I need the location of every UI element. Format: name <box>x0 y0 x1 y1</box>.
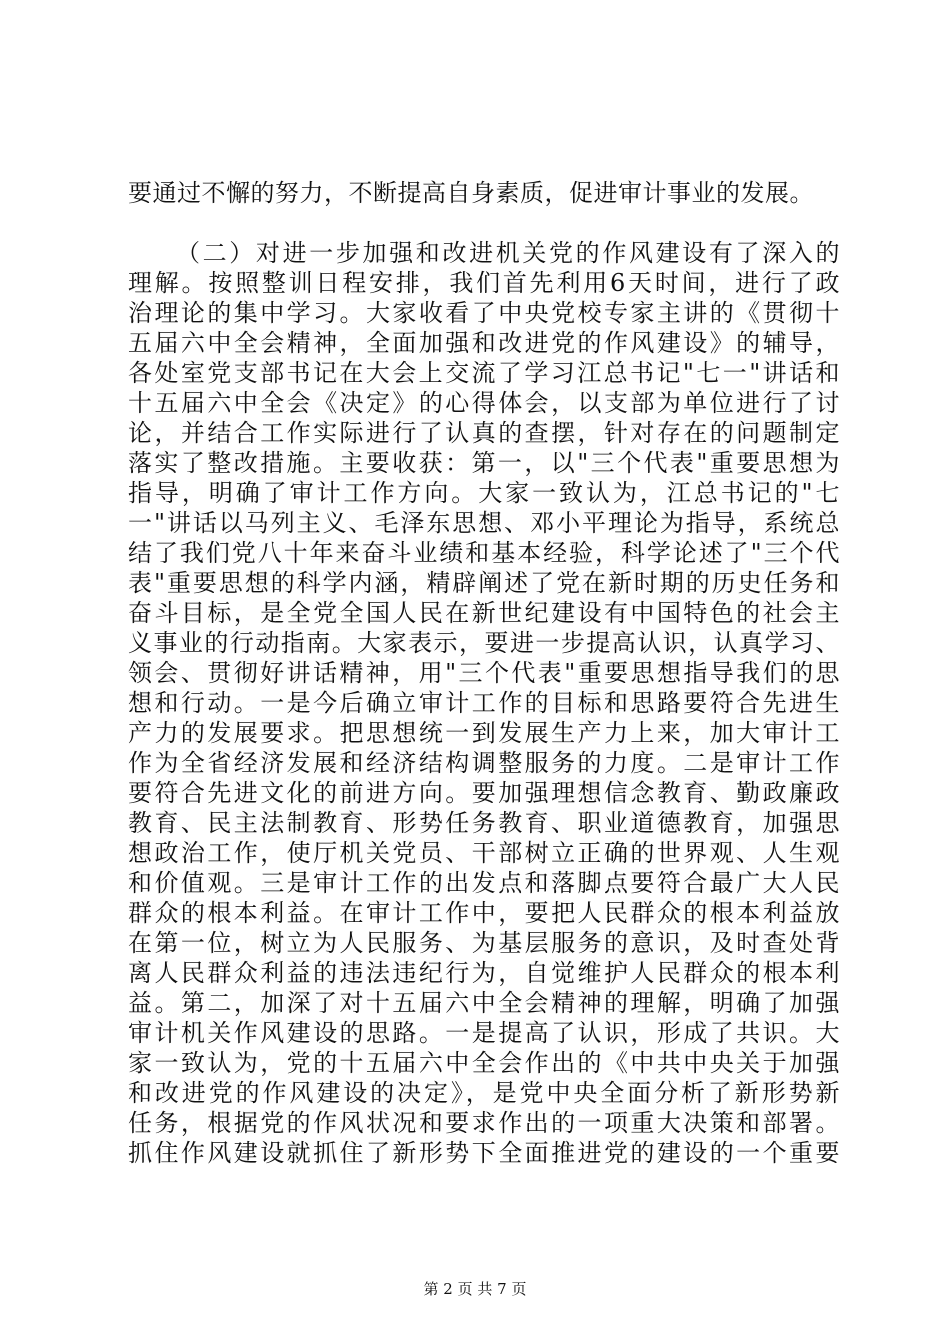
paragraph-2-line: 指导，明确了审计工作方向。大家一致认为，江总书记的"七 <box>128 479 840 507</box>
paragraph-2-line: 想政治工作，使厅机关党员、干部树立正确的世界观、人生观 <box>128 839 840 867</box>
paragraph-2-line: 结了我们党八十年来奋斗业绩和基本经验，科学论述了"三个代 <box>128 539 840 567</box>
paragraph-2-line: 抓住作风建设就抓住了新形势下全面推进党的建设的一个重要 <box>128 1139 840 1167</box>
paragraph-2-line: 五届六中全会精神，全面加强和改进党的作风建设》的辅导， <box>128 329 840 357</box>
paragraph-2-line: 想和行动。一是今后确立审计工作的目标和思路要符合先进生 <box>128 689 840 717</box>
paragraph-2-line-1: （二）对进一步加强和改进机关党的作风建设有了深入的 <box>176 239 840 267</box>
paragraph-2-line: 领会、贯彻好讲话精神，用"三个代表"重要思想指导我们的思 <box>128 659 840 687</box>
paragraph-2-line: 义事业的行动指南。大家表示，要进一步提高认识，认真学习、 <box>128 629 840 657</box>
paragraph-2-line: 和价值观。三是审计工作的出发点和落脚点要符合最广大人民 <box>128 869 840 897</box>
paragraph-2-line: 一"讲话以马列主义、毛泽东思想、邓小平理论为指导，系统总 <box>128 509 840 537</box>
paragraph-2-line: 各处室党支部书记在大会上交流了学习江总书记"七一"讲话和 <box>128 359 840 387</box>
paragraph-2-line: 群众的根本利益。在审计工作中，要把人民群众的根本利益放 <box>128 899 840 927</box>
paragraph-2-line: 理解。按照整训日程安排，我们首先利用6天时间，进行了政 <box>128 269 840 297</box>
paragraph-2-line: 教育、民主法制教育、形势任务教育、职业道德教育，加强思 <box>128 809 840 837</box>
page-number-footer: 第 2 页 共 7 页 <box>423 1280 527 1298</box>
paragraph-2-line: 益。第二，加深了对十五届六中全会精神的理解，明确了加强 <box>128 989 840 1017</box>
paragraph-2-line: 表"重要思想的科学内涵，精辟阐述了党在新时期的历史任务和 <box>128 569 840 597</box>
paragraph-2-line: 要符合先进文化的前进方向。要加强理想信念教育、勤政廉政 <box>128 779 840 807</box>
paragraph-2-line: 奋斗目标，是全党全国人民在新世纪建设有中国特色的社会主 <box>128 599 840 627</box>
paragraph-2-line: 十五届六中全会《决定》的心得体会，以支部为单位进行了讨 <box>128 389 840 417</box>
paragraph-2-line: 审计机关作风建设的思路。一是提高了认识，形成了共识。大 <box>128 1019 840 1047</box>
paragraph-2-line: 作为全省经济发展和经济结构调整服务的力度。二是审计工作 <box>128 749 840 777</box>
paragraph-2-line: 论，并结合工作实际进行了认真的查摆，针对存在的问题制定 <box>128 419 840 447</box>
paragraph-2-line: 治理论的集中学习。大家收看了中央党校专家主讲的《贯彻十 <box>128 299 840 327</box>
paragraph-2-line: 和改进党的作风建设的决定》，是党中央全面分析了新形势新 <box>128 1079 840 1107</box>
paragraph-2-line: 落实了整改措施。主要收获：第一，以"三个代表"重要思想为 <box>128 449 840 477</box>
paragraph-2-line: 家一致认为，党的十五届六中全会作出的《中共中央关于加强 <box>128 1049 840 1077</box>
paragraph-2-line: 离人民群众利益的违法违纪行为，自觉维护人民群众的根本利 <box>128 959 840 987</box>
paragraph-2-line: 在第一位，树立为人民服务、为基层服务的意识，及时查处背 <box>128 929 840 957</box>
paragraph-2-line: 产力的发展要求。把思想统一到发展生产力上来，加大审计工 <box>128 719 840 747</box>
paragraph-1-line-1: 要通过不懈的努力，不断提高自身素质，促进审计事业的发展。 <box>128 179 814 207</box>
paragraph-2-line: 任务，根据党的作风状况和要求作出的一项重大决策和部署。 <box>128 1109 840 1137</box>
